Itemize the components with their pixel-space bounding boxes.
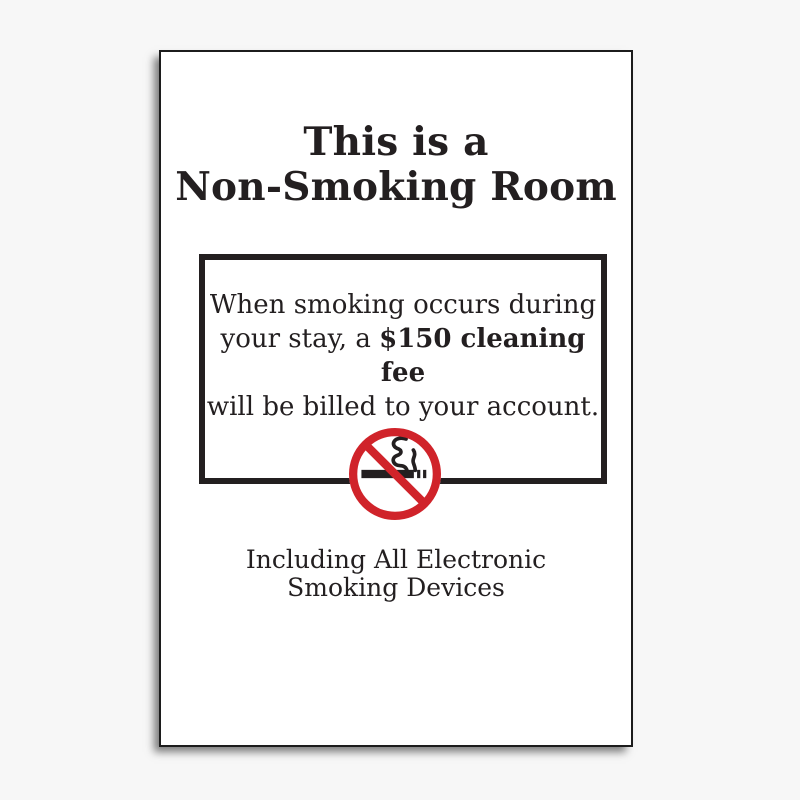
electronic-devices-line1: Including All Electronic: [245, 545, 547, 574]
sign-title-line1: This is a: [303, 119, 489, 165]
no-smoking-icon: [349, 428, 441, 520]
electronic-devices-line2: Smoking Devices: [287, 573, 505, 602]
fee-notice-line1: When smoking occurs during: [209, 290, 597, 320]
fee-notice-line2-prefix: your stay, a: [220, 324, 380, 354]
electronic-devices-note: [161, 546, 631, 602]
fee-notice-line2: [205, 322, 601, 390]
fee-amount-text: $150 cleaning fee: [379, 324, 586, 388]
fee-notice-line3: will be billed to your account.: [206, 392, 600, 422]
sign-title: [161, 120, 631, 210]
sign-title-line2: Non-Smoking Room: [175, 164, 617, 210]
non-smoking-sign-card: [159, 50, 633, 747]
